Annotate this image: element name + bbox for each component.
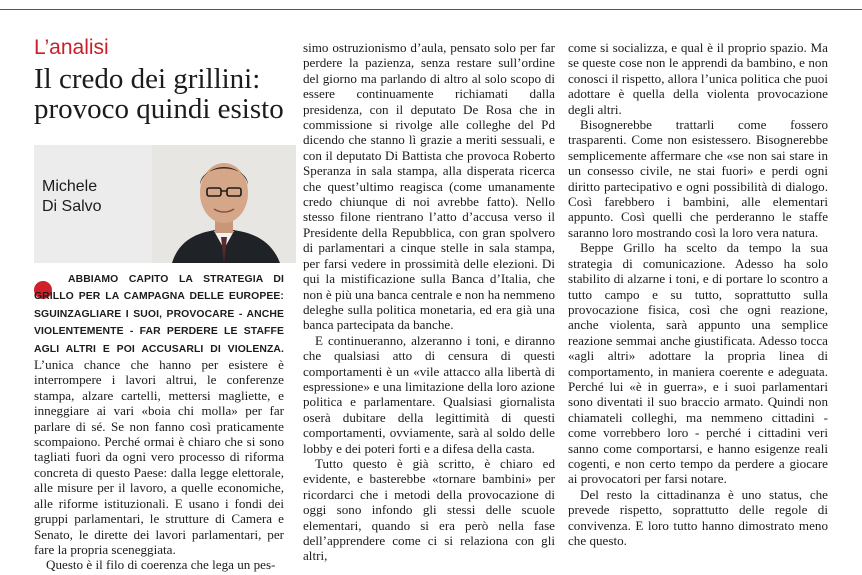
column-3 <box>568 40 828 548</box>
lead-paragraph <box>34 270 284 557</box>
author-name <box>42 177 102 217</box>
col3-para-3: Beppe Grillo ha scelto da tempo la sua strategia di comunicazione. Adesso ha solo stabilito di alzarne i toni, e di portare lo scontro a tutto campo e su tutto, soprattutto sulla provocazione fisica, così che ogni reazione, anche violenta, sarà appunto una semplice reazione semmai anche giustificata. Adesso tocca «agli altri» adottare la propria linea di comportamento, in maniera coerente e adeguata. Perché lui «è in guerra», e i suoi parlamentari sono diventati il suo braccio armato. Quindi non chiamateli colleghi, ma nemmeno cittadini - come vorrebbero loro - perché i cittadini veri sanno come comportarsi, e hanno esigenze reali cogenti, e non certo tempo da perdere a giocare ai provocatori per farsi notare. <box>568 240 828 487</box>
col2-para-3: Tutto questo è già scritto, è chiaro ed evidente, e basterebbe «tornare bambini» per ricordarci che i metodi della provocazione di oggi sono infondo gli stessi delle scuole elementari, quando si era però nella fase dell’apprendere come ci si relaziona con gli altri, <box>303 455 555 564</box>
author-box <box>34 145 296 263</box>
author-last-name: Di Salvo <box>42 198 102 215</box>
lead-text: ABBIAMO CAPITO LA STRATEGIA DI GRILLO PER LA CAMPAGNA DELLE EUROPEE: SGUINZAGLIARE I SUOI, PROVOCARE - ANCHE VIOLENTEMENTE - FAR PERDERE LE STAFFE AGLI ALTRI E POI ACCUSARLI DI VIOLENZA. <box>34 274 284 355</box>
column-2 <box>303 40 555 564</box>
author-first-name: Michele <box>42 178 98 195</box>
col1-para-2: Questo è il filo di coerenza che lega un pes- <box>46 557 276 573</box>
author-photo <box>152 145 296 263</box>
col1-para-1: L’unica chance che hanno per esistere è interrompere i lavori altrui, le conferenze stampa, alzare cartelli, mettersi magliette, e inneggiare ai vari «boia chi molla» per far parlare di sé. Se non fanno così praticamente scompaiono. Perché ormai è chiaro che si sono tagliati fuori da ogni vero processo di riforma concreta di questo Paese: dalla legge elettorale, alle misure per il lavoro, a quelle economiche, alle riforme istituzionali. E usano i fondi dei gruppi parlamentari, le strutture di Camera e Senato, le dirette dei lavori parlamentari, per fare la propria sceneggiata. <box>34 357 284 557</box>
col2-para-2: E continueranno, alzeranno i toni, e diranno che qualsiasi atto di censura di questi comportamenti è un «vile attacco alla libertà di espressione» e una limitazione della loro azione politica e parlamentare. Qualsiasi giornalista oserà dubitare della legittimità di questi comportamenti, ovviamente, sarà al soldo delle lobby e dei poteri forti e a difesa della casta. <box>303 332 555 456</box>
col2-para-1: simo ostruzionismo d’aula, pensato solo per far perdere la pazienza, senza restare sull’ordine del giorno ma parlando di altro al solo scopo di essere continuamente richiamati dalla presidenza, con il deputato De Rosa che in commissione si rivolge alle colleghe del Pd dicendo che stanno lì grazie a meriti sessuali, e con il deputato Di Battista che provoca Roberto Speranza in sala stampa, alla disperata ricerca che quest’ultimo reagisca (come umanamente credo chiunque di noi avrebbe fatto). Nello stesso filone rientrano l’atto d’accusa verso il Presidente della Repubblica, con gran spolvero di parlamentari a cinque stelle in sala stampa, per farsi vedere in prossimità delle elezioni. Di qui la mistificazione sulla Banca d’Italia, che non è più una banca centrale e non ha nemmeno deleghe sulla politica monetaria, ed era già una banca partecipata da banche. <box>303 40 555 333</box>
column-1 <box>34 270 284 573</box>
col3-para-2: Bisognerebbe trattarli come fossero trasparenti. Come non esistessero. Bisognerebbe semplicemente affermare che «se non sai stare in un consesso civile, ne stai fuori» e perdi ogni diritto partecipativo e ogni possibilità di dialogo. Così farebbero i bambini, alle elementari appunto. Così quelli che perderanno le staffe saranno loro mostrando così la loro vera natura. <box>568 117 828 240</box>
top-rule <box>0 9 862 10</box>
col3-para-1: come si socializza, e qual è il proprio spazio. Ma se queste cose non le apprendi da bambino, e non conosci il rispetto, allora l’unica politica che puoi adottare è quella della violenta provocazione degli altri. <box>568 40 828 117</box>
col3-para-4: Del resto la cittadinanza è uno status, che prevede rispetto, soprattutto delle regole di convivenza. E loro tutto hanno dimostrato meno che questo. <box>568 486 828 548</box>
article-headline: Il credo dei grillini: provoco quindi esisto <box>34 63 284 125</box>
section-rubric: L’analisi <box>34 36 109 59</box>
